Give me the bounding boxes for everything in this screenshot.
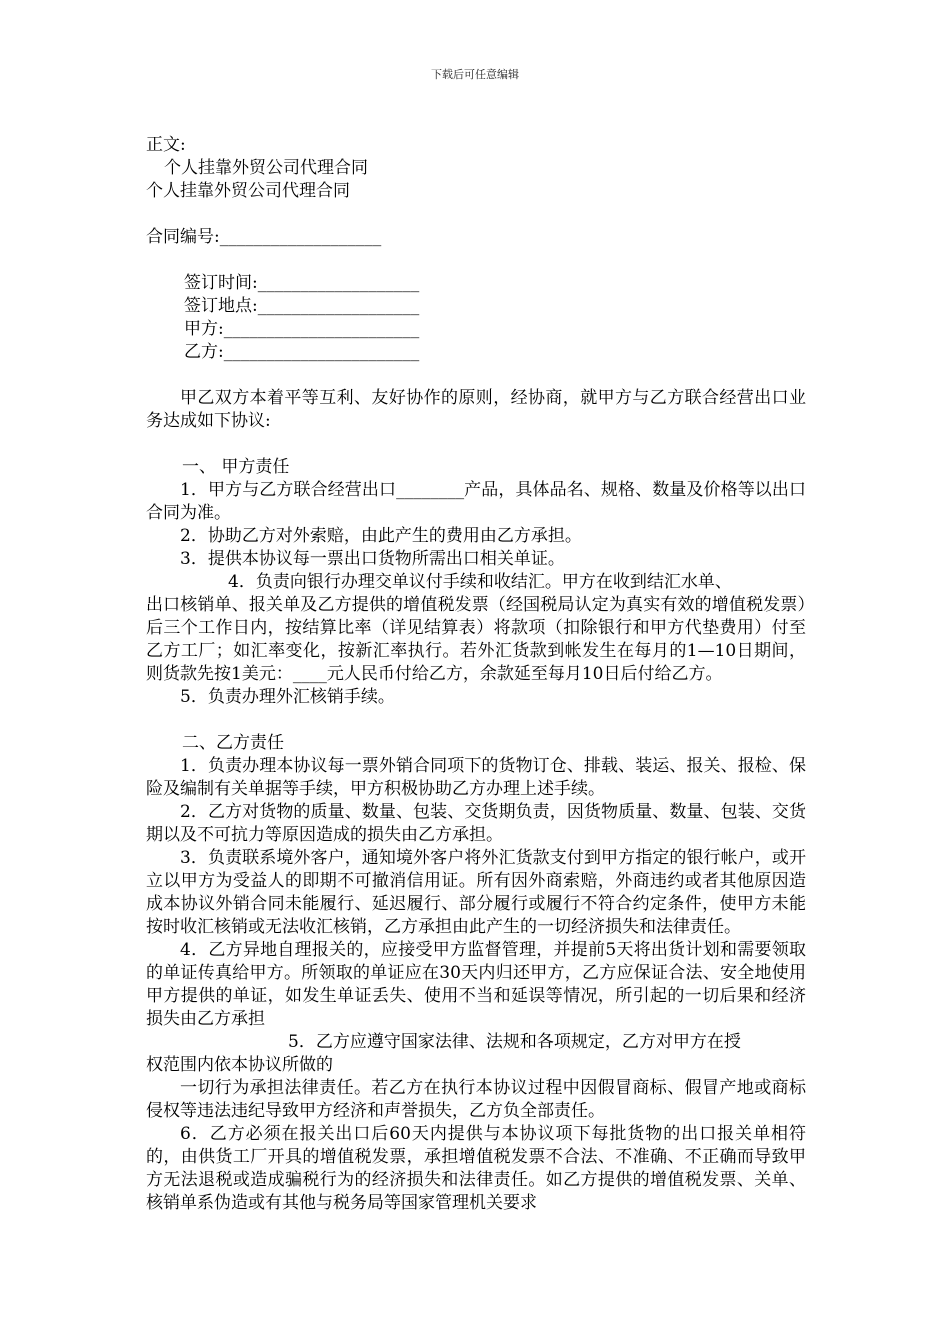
section-2-item-2: 2．乙方对货物的质量、数量、包装、交货期负责，因货物质量、数量、包装、交货期以及不可抗力等原因造成的损失由乙方承担。 — [146, 802, 806, 845]
section-1-item-2: 2．协助乙方对外索赔，由此产生的费用由乙方承担。 — [180, 526, 582, 546]
section-1-item-4-rest: 出口核销单、报关单及乙方提供的增值税发票（经国税局认定为真实有效的增值税发票）后三个工作日内，按结算比率（详见结算表）将款项（扣除银行和甲方代垫费用）付至乙方工厂；如汇率变化，按新汇率执行。若外汇货款到帐发生在每月的1—10日期间，则货款先按1美元：____元人民币付给乙方，余款延至每月10日后付给乙方。 — [146, 595, 806, 684]
body-label: 正文: — [146, 135, 186, 155]
section-1-item-1: 1．甲方与乙方联合经营出口________产品，具体品名、规格、数量及价格等以出口合同为准。 — [146, 480, 806, 523]
section-2-item-6: 6．乙方必须在报关出口后60天内提供与本协议项下每批货物的出口报关单相符的，由供货工厂开具的增值税发票，承担增值税发票不合法、不准确、不正确而导致甲方无法退税或造成骗税行为的经济损失和法律责任。如乙方提供的增值税发票、关单、核销单系伪造或有其他与税务局等国家管理机关要求 — [146, 1124, 806, 1213]
sign-time-field: 签订时间:___________________ — [184, 273, 420, 293]
section-1-item-5: 5．负责办理外汇核销手续。 — [180, 687, 395, 707]
section-2-item-5-continued: 一切行为承担法律责任。若乙方在执行本协议过程中因假冒商标、假冒产地或商标侵权等违法违纪导致甲方经济和声誉损失，乙方负全部责任。 — [146, 1078, 806, 1121]
section-2-item-5-rest: 权范围内依本协议所做的 — [146, 1055, 333, 1075]
section-1-item-4-first-line: 4．负责向银行办理交单议付手续和收结汇。甲方在收到结汇水单、 — [228, 572, 732, 592]
section-2-title: 二、乙方责任 — [182, 733, 284, 753]
section-2-item-3: 3．负责联系境外客户，通知境外客户将外汇货款支付到甲方指定的银行帐户，或开立以甲方为受益人的即期不可撤消信用证。所有因外商索赔，外商违约或者其他原因造成本协议外销合同未能履行、延迟履行、部分履行或履行不符合约定条件，使甲方未能按时收汇核销或无法收汇核销，乙方承担由此产生的一切经济损失和法律责任。 — [146, 848, 806, 937]
contract-number-field: 合同编号:___________________ — [146, 227, 382, 247]
page-header-note: 下载后可任意编辑 — [431, 68, 519, 81]
intro-paragraph: 甲乙双方本着平等互利、友好协作的原则，经协商，就甲方与乙方联合经营出口业务达成如下协议: — [146, 388, 806, 431]
party-a-field: 甲方:_______________________ — [184, 319, 420, 339]
sign-place-field: 签订地点:___________________ — [184, 296, 420, 316]
section-2-item-1: 1．负责办理本协议每一票外销合同项下的货物订仓、排载、装运、报关、报检、保险及编制有关单据等手续，甲方积极协助乙方办理上述手续。 — [146, 756, 806, 799]
document-body — [146, 134, 806, 1215]
section-1-item-3: 3．提供本协议每一票出口货物所需出口相关单证。 — [180, 549, 565, 569]
title-line-2: 个人挂靠外贸公司代理合同 — [146, 181, 350, 201]
party-b-field: 乙方:_______________________ — [184, 342, 420, 362]
section-1-title: 一、 甲方责任 — [182, 457, 290, 477]
title-line-1: 个人挂靠外贸公司代理合同 — [164, 158, 368, 178]
section-2-item-5-first-line: 5．乙方应遵守国家法律、法规和各项规定，乙方对甲方在授 — [288, 1032, 741, 1052]
section-2-item-4: 4．乙方异地自理报关的，应接受甲方监督管理，并提前5天将出货计划和需要领取的单证传真给甲方。所领取的单证应在30天内归还甲方，乙方应保证合法、安全地使用甲方提供的单证，如发生单证丢失、使用不当和延误等情况，所引起的一切后果和经济损失由乙方承担 — [146, 940, 806, 1029]
